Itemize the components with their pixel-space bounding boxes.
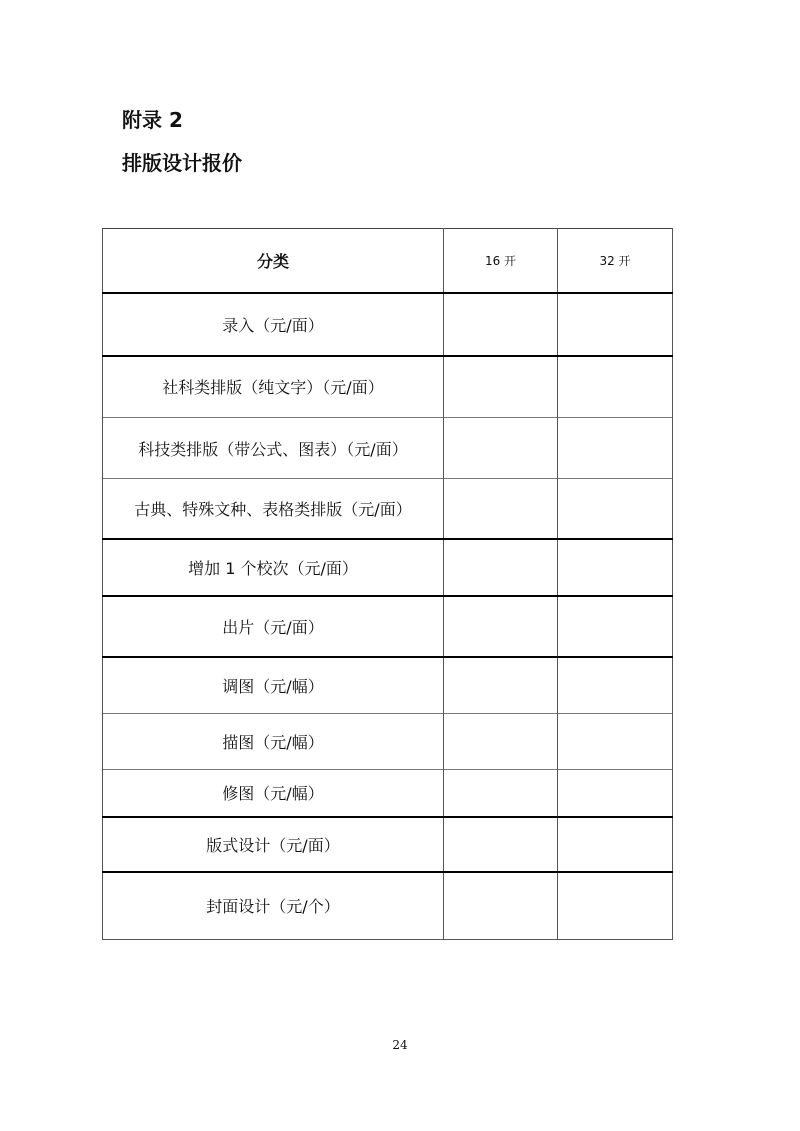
page-title: 排版设计报价 — [122, 151, 242, 175]
price-16k-cell — [444, 770, 558, 817]
price-16k-cell — [444, 356, 558, 418]
row-category: 版式设计（元/面） — [103, 817, 444, 872]
price-32k-cell — [558, 596, 673, 657]
price-16k-cell — [444, 872, 558, 940]
price-32k-cell — [558, 770, 673, 817]
table-row — [103, 596, 673, 657]
price-32k-cell — [558, 872, 673, 940]
header-category: 分类 — [103, 229, 444, 293]
price-16k-cell — [444, 293, 558, 356]
price-16k-cell — [444, 817, 558, 872]
row-category: 增加 1 个校次（元/面） — [103, 539, 444, 596]
table-row — [103, 356, 673, 418]
price-32k-cell — [558, 817, 673, 872]
price-32k-cell — [558, 356, 673, 418]
header-16k: 16 开 — [444, 229, 558, 293]
table-row — [103, 817, 673, 872]
price-32k-cell — [558, 479, 673, 539]
price-32k-cell — [558, 714, 673, 770]
row-category: 录入（元/面） — [103, 293, 444, 356]
table-row — [103, 418, 673, 479]
page-number: 24 — [392, 1038, 408, 1052]
price-32k-cell — [558, 657, 673, 714]
row-category: 社科类排版（纯文字）（元/面） — [103, 356, 444, 418]
row-category: 古典、特殊文种、表格类排版（元/面） — [103, 479, 444, 539]
price-16k-cell — [444, 714, 558, 770]
table-row — [103, 539, 673, 596]
row-category: 描图（元/幅） — [103, 714, 444, 770]
appendix-heading: 附录 2 — [122, 108, 183, 132]
price-16k-cell — [444, 418, 558, 479]
price-16k-cell — [444, 539, 558, 596]
row-category: 调图（元/幅） — [103, 657, 444, 714]
table-row — [103, 293, 673, 356]
header-32k: 32 开 — [558, 229, 673, 293]
table-header-row — [103, 229, 673, 293]
row-category: 封面设计（元/个） — [103, 872, 444, 940]
table-row — [103, 872, 673, 940]
table-row — [103, 714, 673, 770]
price-16k-cell — [444, 596, 558, 657]
price-32k-cell — [558, 418, 673, 479]
price-16k-cell — [444, 657, 558, 714]
table-row — [103, 770, 673, 817]
table-row — [103, 657, 673, 714]
row-category: 修图（元/幅） — [103, 770, 444, 817]
row-category: 科技类排版（带公式、图表）（元/面） — [103, 418, 444, 479]
price-16k-cell — [444, 479, 558, 539]
price-32k-cell — [558, 293, 673, 356]
price-table — [102, 228, 673, 940]
row-category: 出片（元/面） — [103, 596, 444, 657]
table-row — [103, 479, 673, 539]
price-32k-cell — [558, 539, 673, 596]
